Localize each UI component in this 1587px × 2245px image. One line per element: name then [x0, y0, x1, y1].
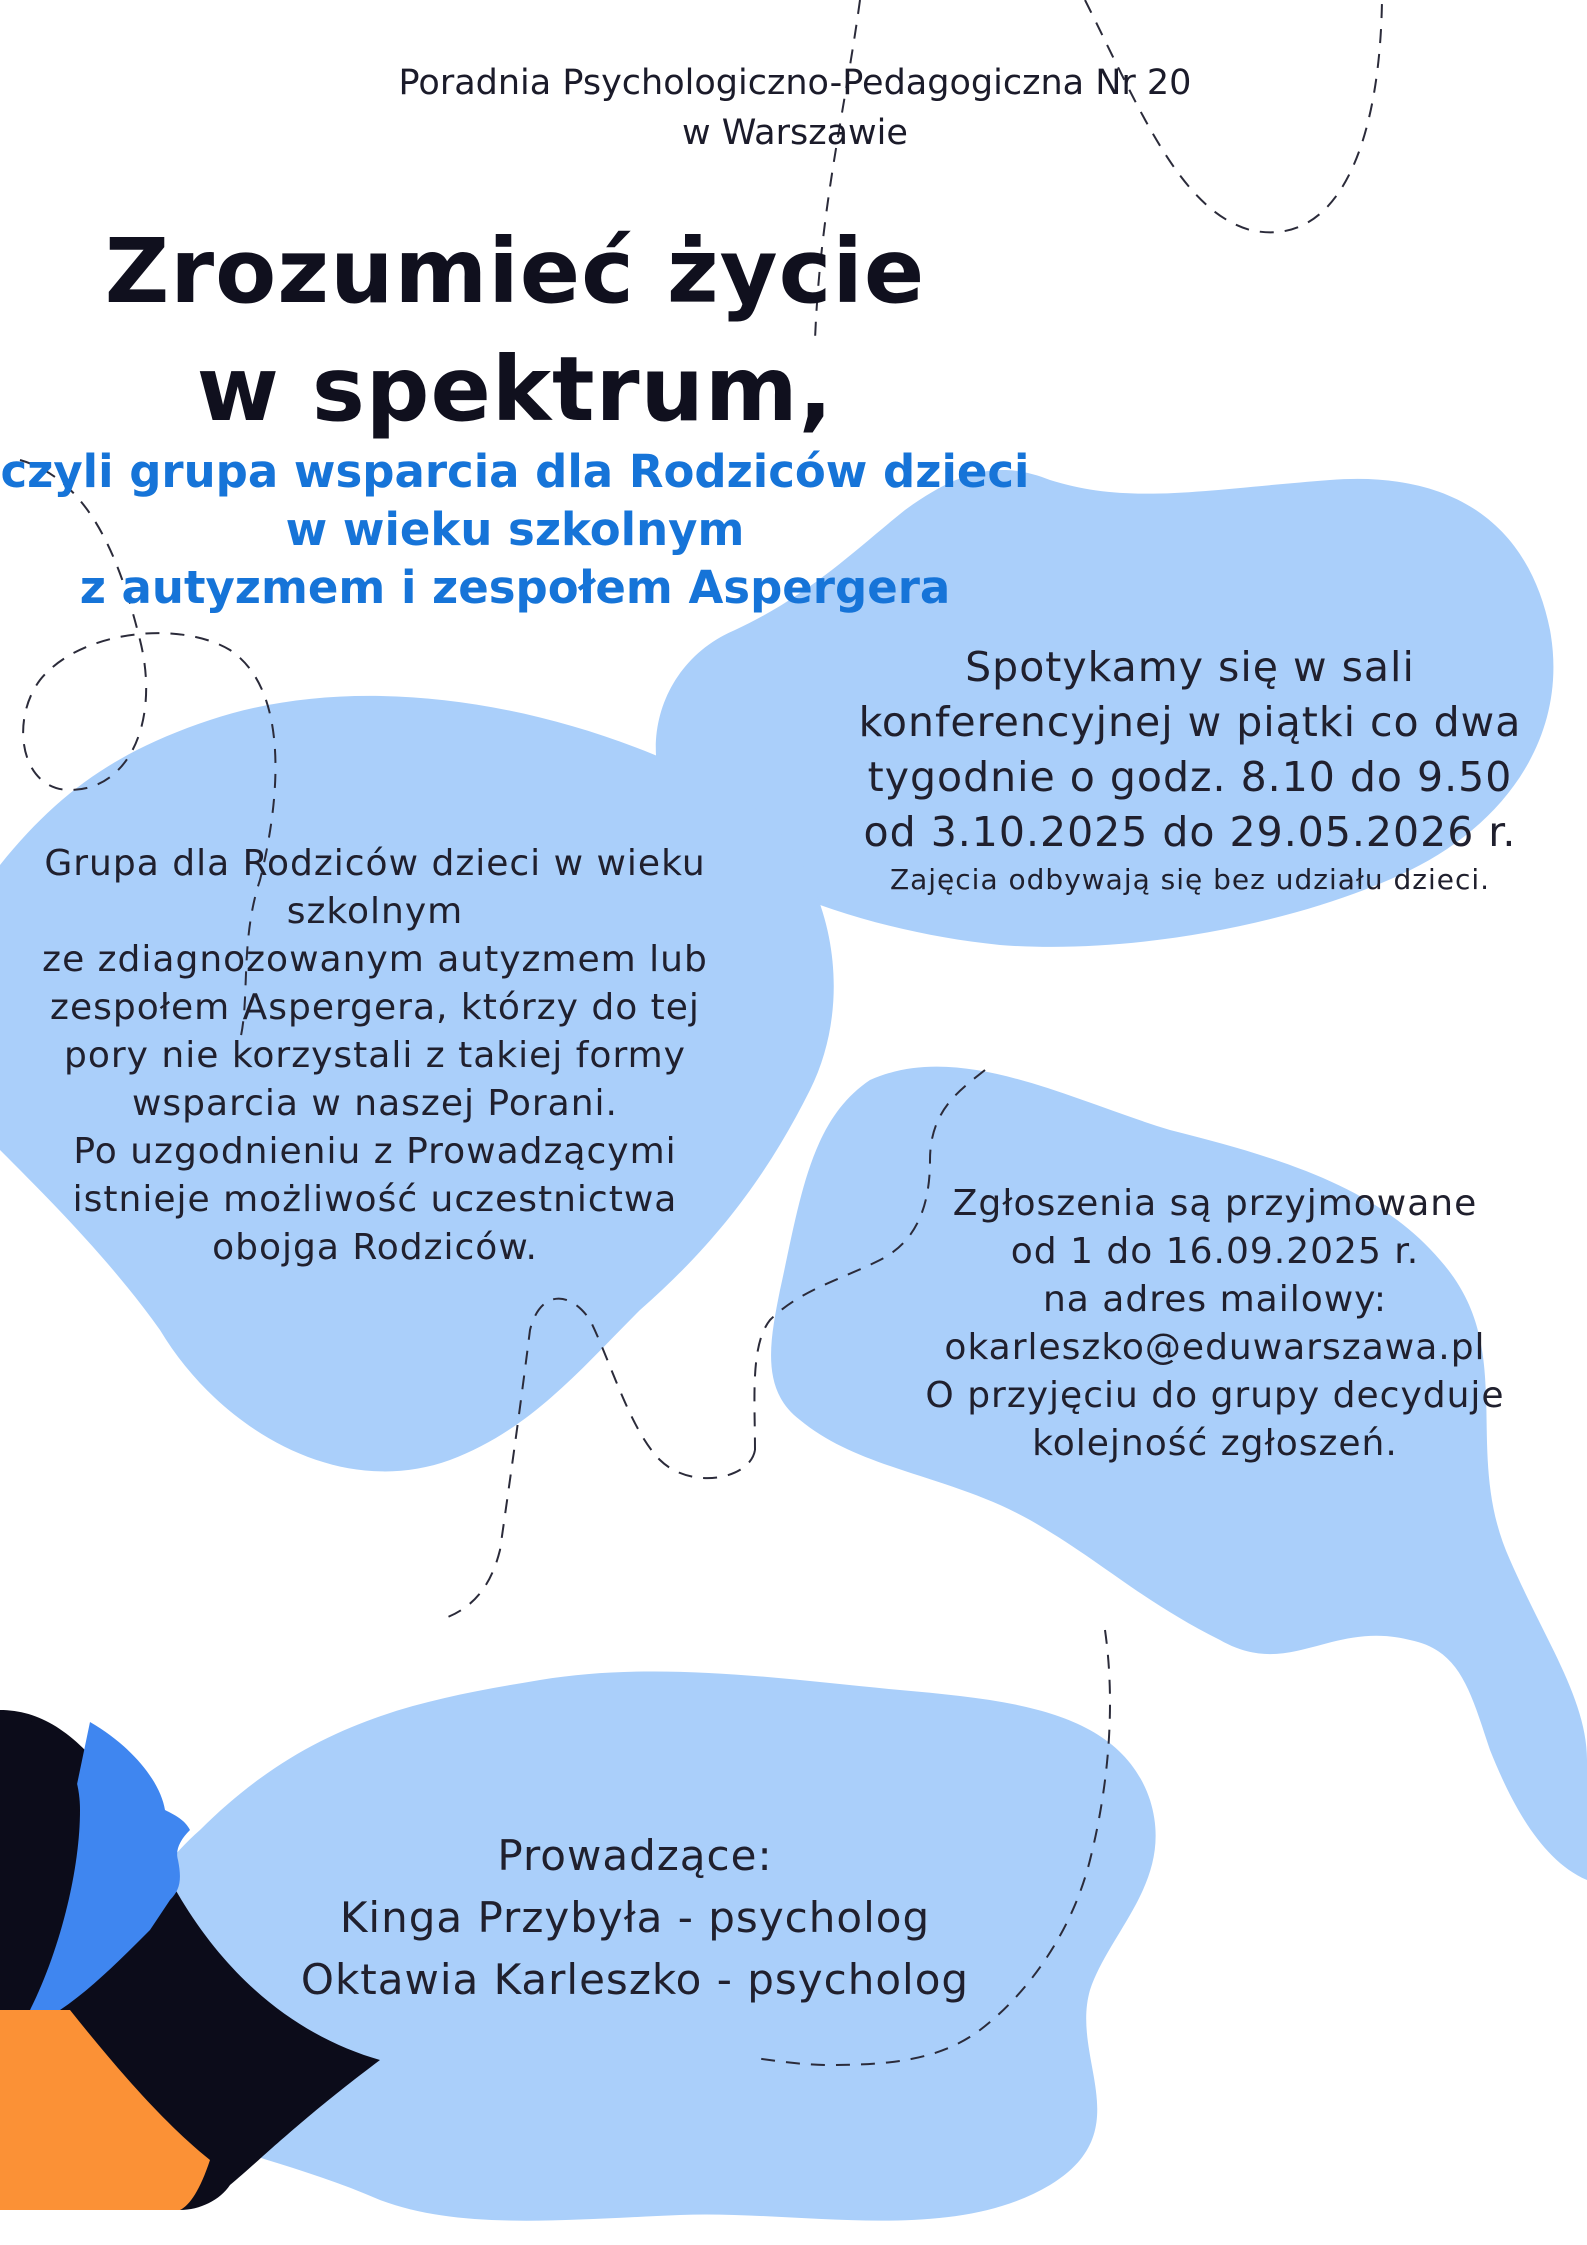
title-line-1: Zrozumieć życie	[104, 219, 926, 323]
page-title	[40, 212, 990, 448]
meeting-line-3: tygodnie o godz. 8.10 do 9.50	[867, 753, 1513, 801]
meeting-line-2: konferencyjnej w piątki co dwa	[858, 698, 1522, 746]
group-line-7: Po uzgodnieniu z Prowadzącymi	[73, 1131, 677, 1172]
institution-name	[220, 58, 1370, 158]
group-line-8: istnieje możliwość uczestnictwa	[72, 1179, 678, 1220]
meeting-line-4: od 3.10.2025 do 29.05.2026 r.	[863, 808, 1517, 856]
group-line-4: zespołem Aspergera, którzy do tej	[50, 987, 700, 1028]
meeting-line-1: Spotykamy się w sali	[965, 643, 1415, 691]
leaders-section	[200, 1825, 1070, 2011]
application-info	[840, 1180, 1587, 1468]
group-description	[0, 840, 750, 1272]
institution-line-2: w Warszawie	[682, 113, 908, 153]
application-line-1: Zgłoszenia są przyjmowane	[952, 1183, 1478, 1224]
application-line-5: O przyjęciu do grupy decyduje	[925, 1375, 1505, 1416]
leader-2: Oktawia Karleszko - psycholog	[300, 1955, 970, 2004]
leader-1: Kinga Przybyła - psycholog	[339, 1893, 931, 1942]
group-line-1: Grupa dla Rodziców dzieci w wieku	[44, 843, 706, 884]
application-line-3: na adres mailowy:	[1042, 1279, 1387, 1320]
group-line-9: obojga Rodziców.	[212, 1227, 538, 1268]
subtitle-line-3: z autyzmem i zespołem Aspergera	[79, 561, 951, 614]
group-line-5: pory nie korzystali z takiej formy	[63, 1035, 686, 1076]
group-line-3: ze zdiagnozowanym autyzmem lub	[42, 939, 708, 980]
leaders-heading: Prowadzące:	[497, 1831, 773, 1880]
institution-line-1: Poradnia Psychologiczno-Pedagogiczna Nr 20	[398, 63, 1192, 103]
subtitle-line-1: czyli grupa wsparcia dla Rodziców dzieci	[0, 445, 1030, 498]
meeting-note: Zajęcia odbywają się bez udziału dzieci.	[889, 863, 1491, 896]
page-subtitle	[0, 443, 1030, 617]
group-line-6: wsparcia w naszej Porani.	[131, 1083, 618, 1124]
meeting-info	[790, 640, 1587, 860]
title-line-2: w spektrum,	[196, 337, 834, 441]
application-line-2: od 1 do 16.09.2025 r.	[1010, 1231, 1420, 1272]
application-email: okarleszko@eduwarszawa.pl	[944, 1327, 1486, 1368]
application-line-6: kolejność zgłoszeń.	[1032, 1423, 1398, 1464]
subtitle-line-2: w wieku szkolnym	[285, 503, 745, 556]
group-line-2: szkolnym	[286, 891, 464, 932]
